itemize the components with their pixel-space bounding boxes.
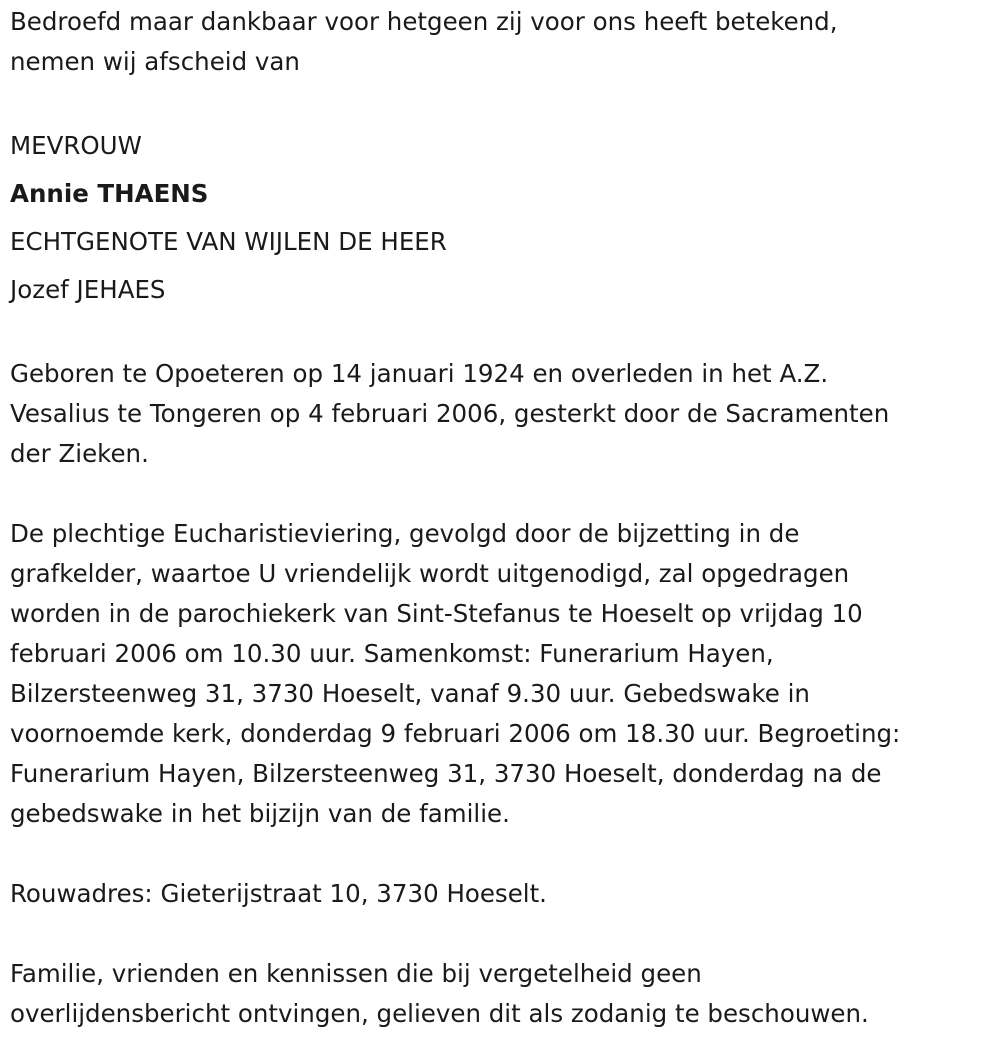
closing-paragraph bbox=[10, 954, 990, 1034]
ceremony-line: Bilzersteenweg 31, 3730 Hoeselt, vanaf 9.30 uur. Gebedswake in bbox=[10, 679, 810, 708]
ceremony-line: gebedswake in het bijzijn van de familie. bbox=[10, 799, 510, 828]
address-paragraph bbox=[10, 874, 990, 914]
closing-line: overlijdensbericht ontvingen, gelieven dit als zodanig te beschouwen. bbox=[10, 999, 869, 1028]
ceremony-line: grafkelder, waartoe U vriendelijk wordt uitgenodigd, zal opgedragen bbox=[10, 559, 850, 588]
paragraph-spacer bbox=[10, 474, 990, 514]
birth-death-paragraph bbox=[10, 354, 990, 474]
ceremony-line: De plechtige Eucharistieviering, gevolgd door de bijzetting in de bbox=[10, 519, 800, 548]
person-relation: ECHTGENOTE VAN WIJLEN DE HEER bbox=[10, 227, 447, 256]
birth-death-line: der Zieken. bbox=[10, 439, 149, 468]
person-block bbox=[10, 122, 990, 314]
person-title: MEVROUW bbox=[10, 131, 142, 160]
person-name: Annie THAENS bbox=[10, 179, 209, 208]
intro-line: Bedroefd maar dankbaar voor hetgeen zij voor ons heeft betekend, bbox=[10, 7, 838, 36]
intro-line: nemen wij afscheid van bbox=[10, 47, 300, 76]
obituary-document bbox=[10, 2, 990, 1034]
paragraph-spacer bbox=[10, 914, 990, 954]
birth-death-line: Geboren te Opoeteren op 14 januari 1924 en overleden in het A.Z. bbox=[10, 359, 829, 388]
ceremony-line: voornoemde kerk, donderdag 9 februari 2006 om 18.30 uur. Begroeting: bbox=[10, 719, 901, 748]
ceremony-line: worden in de parochiekerk van Sint-Stefanus te Hoeselt op vrijdag 10 bbox=[10, 599, 863, 628]
ceremony-line: februari 2006 om 10.30 uur. Samenkomst: Funerarium Hayen, bbox=[10, 639, 774, 668]
paragraph-spacer bbox=[10, 314, 990, 354]
paragraph-spacer bbox=[10, 82, 990, 122]
closing-line: Familie, vrienden en kennissen die bij vergetelheid geen bbox=[10, 959, 702, 988]
paragraph-spacer bbox=[10, 834, 990, 874]
ceremony-paragraph bbox=[10, 514, 990, 834]
ceremony-line: Funerarium Hayen, Bilzersteenweg 31, 3730 Hoeselt, donderdag na de bbox=[10, 759, 882, 788]
intro-paragraph bbox=[10, 2, 990, 82]
mourning-address: Rouwadres: Gieterijstraat 10, 3730 Hoeselt. bbox=[10, 879, 547, 908]
spouse-name: Jozef JEHAES bbox=[10, 275, 166, 304]
birth-death-line: Vesalius te Tongeren op 4 februari 2006, gesterkt door de Sacramenten bbox=[10, 399, 890, 428]
